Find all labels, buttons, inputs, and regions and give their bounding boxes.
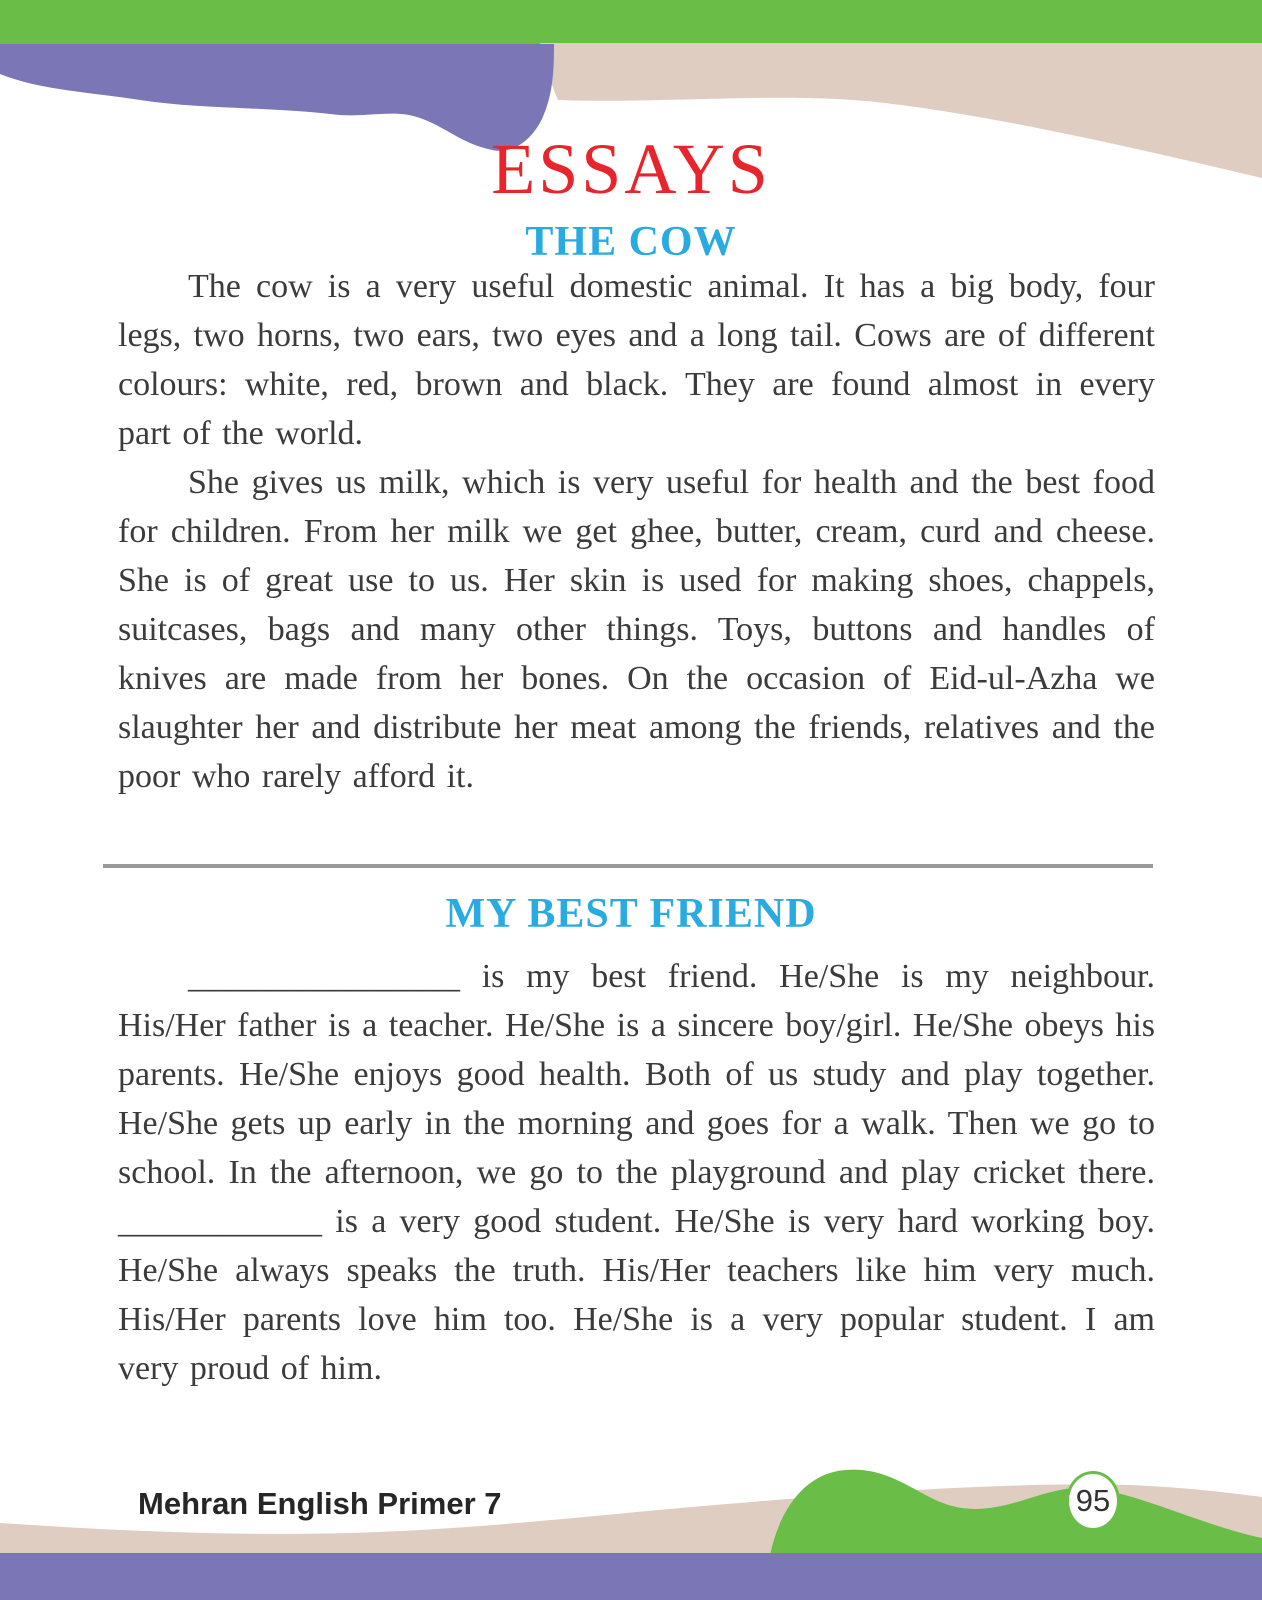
bottom-purple-bar [0, 1553, 1262, 1600]
essay-heading: MY BEST FRIEND [445, 891, 817, 937]
section-divider [103, 864, 1153, 868]
essay-body [118, 262, 1155, 801]
page-number-badge [1066, 1471, 1120, 1531]
essay-paragraph: She gives us milk, which is very useful for health and the best food for children. From her milk we get ghee, butter, cream, curd and cheese. She is of great use to us. Her skin is used for making shoes, chappels, suitcases, bags and many other things. Toys, buttons and handles of knives are made from her bones. On the occasion of Eid-ul-Azha we slaughter her and distribute her meat among the friends, relatives and the poor who rarely afford it. [118, 464, 1155, 795]
footer-book-title: Mehran English Primer 7 [138, 1486, 502, 1521]
essay-heading: THE COW [525, 219, 737, 265]
top-green-bar [0, 0, 1262, 44]
essay-paragraph: The cow is a very useful domestic animal. It has a big body, four legs, two horns, two ears, two eyes and a long tail. Cows are of different colours: white, red, brown and black. They are found almost in every part of the world. [118, 268, 1155, 452]
page-number: 95 [1075, 1483, 1111, 1518]
essay-body [118, 952, 1155, 1393]
essay-paragraph: ________________ is my best friend. He/She is my neighbour. His/Her father is a teacher. He/She is a sincere boy/girl. He/She obeys his parents. He/She enjoys good health. Both of us study and play together. He/She gets up early in the morning and goes for a walk. Then we go to school. In the afternoon, we go to the playground and play cricket there. ____________ is a very good student. He/She is very hard working boy. He/She always speaks the truth. His/Her teachers like him very much. His/Her parents love him too. He/She is a very popular student. I am very proud of him. [118, 958, 1155, 1387]
page-title: ESSAYS [491, 129, 771, 209]
